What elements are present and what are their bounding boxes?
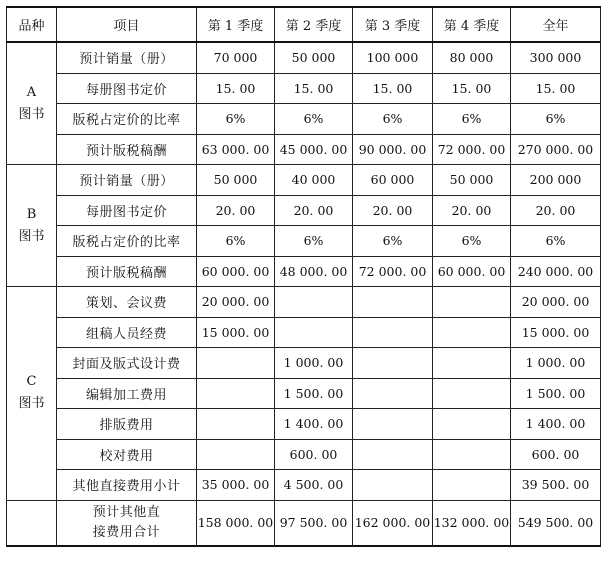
q1-cell: 70 000 — [197, 42, 275, 73]
q4-cell: 50 000 — [433, 165, 511, 196]
q1-cell: 20 000. 00 — [197, 287, 275, 318]
annual-cell: 1 000. 00 — [511, 348, 601, 379]
variety-cell-a — [7, 42, 57, 165]
q1-cell: 35 000. 00 — [197, 470, 275, 501]
header-q1: 第 1 季度 — [197, 7, 275, 42]
item-cell: 排版费用 — [57, 409, 197, 440]
item-cell: 策划、会议费 — [57, 287, 197, 318]
variety-label: 图书 — [18, 228, 45, 244]
q1-cell — [197, 378, 275, 409]
table-row — [7, 165, 601, 196]
q1-cell: 20. 00 — [197, 195, 275, 226]
annual-cell: 200 000 — [511, 165, 601, 196]
annual-cell: 39 500. 00 — [511, 470, 601, 501]
q2-cell: 45 000. 00 — [275, 134, 353, 165]
q3-cell: 72 000. 00 — [353, 256, 433, 287]
q3-cell: 60 000 — [353, 165, 433, 196]
budget-table-container — [6, 6, 601, 547]
total-q3-cell: 162 000. 00 — [353, 500, 433, 546]
total-item-label: 预计其他直 — [92, 504, 161, 520]
q4-cell: 6% — [433, 104, 511, 135]
q3-cell: 90 000. 00 — [353, 134, 433, 165]
annual-cell: 6% — [511, 104, 601, 135]
q4-cell: 15. 00 — [433, 73, 511, 104]
q3-cell — [353, 287, 433, 318]
table-row — [7, 348, 601, 379]
annual-cell: 15. 00 — [511, 73, 601, 104]
variety-label: B — [26, 206, 37, 222]
q2-cell: 20. 00 — [275, 195, 353, 226]
q1-cell: 63 000. 00 — [197, 134, 275, 165]
total-annual-cell: 549 500. 00 — [511, 500, 601, 546]
total-variety-cell — [7, 500, 57, 546]
table-row — [7, 73, 601, 104]
header-q4: 第 4 季度 — [433, 7, 511, 42]
q4-cell: 72 000. 00 — [433, 134, 511, 165]
q3-cell — [353, 348, 433, 379]
q4-cell: 80 000 — [433, 42, 511, 73]
q2-cell: 1 500. 00 — [275, 378, 353, 409]
q1-cell: 15 000. 00 — [197, 317, 275, 348]
table-row — [7, 104, 601, 135]
table-row — [7, 42, 601, 73]
q4-cell — [433, 409, 511, 440]
item-cell: 封面及版式设计费 — [57, 348, 197, 379]
header-row — [7, 7, 601, 42]
q2-cell: 4 500. 00 — [275, 470, 353, 501]
q2-cell: 600. 00 — [275, 439, 353, 470]
q3-cell: 6% — [353, 226, 433, 257]
table-row — [7, 134, 601, 165]
q4-cell — [433, 470, 511, 501]
item-cell: 校对费用 — [57, 439, 197, 470]
total-q2-cell: 97 500. 00 — [275, 500, 353, 546]
q3-cell: 100 000 — [353, 42, 433, 73]
q1-cell: 60 000. 00 — [197, 256, 275, 287]
q2-cell: 50 000 — [275, 42, 353, 73]
item-cell: 预计销量（册） — [57, 42, 197, 73]
q3-cell — [353, 378, 433, 409]
table-row — [7, 195, 601, 226]
q2-cell: 1 000. 00 — [275, 348, 353, 379]
q4-cell: 20. 00 — [433, 195, 511, 226]
table-row — [7, 287, 601, 318]
q3-cell — [353, 409, 433, 440]
q2-cell: 6% — [275, 226, 353, 257]
total-item-label: 接费用合计 — [92, 524, 161, 540]
item-cell: 版税占定价的比率 — [57, 226, 197, 257]
q3-cell: 20. 00 — [353, 195, 433, 226]
table-row — [7, 378, 601, 409]
q1-cell: 6% — [197, 226, 275, 257]
total-q4-cell: 132 000. 00 — [433, 500, 511, 546]
variety-label: 图书 — [18, 396, 45, 412]
total-q1-cell: 158 000. 00 — [197, 500, 275, 546]
annual-cell: 270 000. 00 — [511, 134, 601, 165]
variety-label: 图书 — [18, 106, 45, 122]
header-annual: 全年 — [511, 7, 601, 42]
q4-cell: 60 000. 00 — [433, 256, 511, 287]
total-row — [7, 500, 601, 546]
q3-cell: 6% — [353, 104, 433, 135]
item-cell: 预计版税稿酬 — [57, 256, 197, 287]
header-variety: 品种 — [7, 7, 57, 42]
annual-cell: 1 400. 00 — [511, 409, 601, 440]
q2-cell: 40 000 — [275, 165, 353, 196]
variety-cell-c — [7, 287, 57, 501]
table-row — [7, 256, 601, 287]
q4-cell — [433, 439, 511, 470]
item-cell: 版税占定价的比率 — [57, 104, 197, 135]
item-cell: 其他直接费用小计 — [57, 470, 197, 501]
item-cell: 组稿人员经费 — [57, 317, 197, 348]
annual-cell: 20. 00 — [511, 195, 601, 226]
item-cell: 预计销量（册） — [57, 165, 197, 196]
q3-cell — [353, 470, 433, 501]
q3-cell — [353, 439, 433, 470]
variety-label: A — [26, 84, 37, 100]
q1-cell — [197, 409, 275, 440]
variety-cell-b — [7, 165, 57, 287]
header-q3: 第 3 季度 — [353, 7, 433, 42]
q4-cell — [433, 378, 511, 409]
q3-cell: 15. 00 — [353, 73, 433, 104]
q2-cell — [275, 287, 353, 318]
item-cell: 编辑加工费用 — [57, 378, 197, 409]
table-row — [7, 226, 601, 257]
annual-cell: 6% — [511, 226, 601, 257]
q2-cell: 1 400. 00 — [275, 409, 353, 440]
q1-cell: 15. 00 — [197, 73, 275, 104]
q4-cell — [433, 317, 511, 348]
royalty-budget-table — [6, 6, 601, 547]
table-row — [7, 470, 601, 501]
q4-cell — [433, 348, 511, 379]
variety-label: C — [26, 374, 37, 390]
q3-cell — [353, 317, 433, 348]
q4-cell: 6% — [433, 226, 511, 257]
annual-cell: 240 000. 00 — [511, 256, 601, 287]
q2-cell: 6% — [275, 104, 353, 135]
total-item-cell — [57, 500, 197, 546]
q1-cell: 6% — [197, 104, 275, 135]
item-cell: 每册图书定价 — [57, 73, 197, 104]
q1-cell — [197, 348, 275, 379]
header-item: 项目 — [57, 7, 197, 42]
q4-cell — [433, 287, 511, 318]
header-q2: 第 2 季度 — [275, 7, 353, 42]
q1-cell — [197, 439, 275, 470]
table-row — [7, 317, 601, 348]
q2-cell — [275, 317, 353, 348]
item-cell: 预计版税稿酬 — [57, 134, 197, 165]
annual-cell: 600. 00 — [511, 439, 601, 470]
q2-cell: 48 000. 00 — [275, 256, 353, 287]
item-cell: 每册图书定价 — [57, 195, 197, 226]
q1-cell: 50 000 — [197, 165, 275, 196]
table-row — [7, 409, 601, 440]
annual-cell: 20 000. 00 — [511, 287, 601, 318]
table-row — [7, 439, 601, 470]
annual-cell: 300 000 — [511, 42, 601, 73]
q2-cell: 15. 00 — [275, 73, 353, 104]
annual-cell: 1 500. 00 — [511, 378, 601, 409]
annual-cell: 15 000. 00 — [511, 317, 601, 348]
